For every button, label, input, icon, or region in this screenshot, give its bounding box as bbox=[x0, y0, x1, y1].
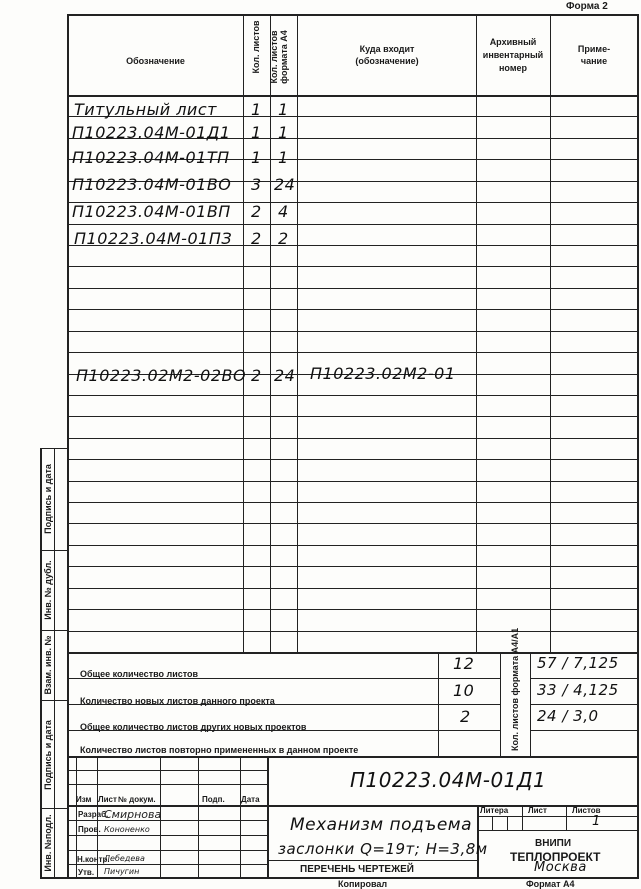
listov-label: Листов bbox=[572, 806, 601, 815]
totals-h6 bbox=[438, 730, 500, 731]
reused-label: Количество листов повторно примененных в данном проекте bbox=[80, 745, 359, 755]
row-1-designation: Титульный лист bbox=[74, 100, 217, 119]
row-separator bbox=[67, 566, 638, 567]
stamp-sign-date-2: Подпись и дата bbox=[43, 720, 53, 790]
row-1-a4: 1 bbox=[278, 100, 289, 119]
new-sheets-label: Количество новых листов данного проекта bbox=[80, 696, 275, 706]
header-where-1: Куда входит bbox=[359, 44, 415, 54]
col-line-4 bbox=[476, 14, 477, 652]
stamp-inv-dubl: Инв. № дубл. bbox=[43, 560, 53, 620]
doc-code: П10223.04М-01Д1 bbox=[350, 768, 547, 792]
stamp-sign-date: Подпись и дата bbox=[43, 464, 53, 534]
stamp-line-1 bbox=[40, 448, 68, 449]
row-3-designation: П10223.04М-01ТП bbox=[72, 148, 230, 167]
col-sign: Подп. bbox=[202, 795, 225, 804]
new-sheets-value: 10 bbox=[453, 681, 475, 700]
row-separator bbox=[67, 288, 638, 289]
frame-right bbox=[637, 14, 639, 878]
row-separator bbox=[67, 523, 638, 524]
stamp-vzam: Взам. инв. № bbox=[43, 635, 53, 695]
row-5-sheets: 2 bbox=[251, 202, 262, 221]
col-line-3 bbox=[297, 14, 298, 652]
tb-h8 bbox=[477, 816, 638, 817]
a4a1-value-3: 24 / 3,0 bbox=[537, 707, 599, 725]
total-sheets-value: 12 bbox=[453, 654, 475, 673]
row-separator bbox=[67, 266, 638, 267]
tb-h3 bbox=[67, 805, 638, 807]
org-line-2: ТЕПЛОПРОЕКТ bbox=[510, 850, 601, 864]
row-3-a4: 1 bbox=[278, 148, 289, 167]
org-line-1: ВНИПИ bbox=[535, 838, 572, 849]
row-4-sheets: 3 bbox=[251, 175, 262, 194]
row-5-designation: П10223.04М-01ВП bbox=[72, 202, 231, 221]
utv-label: Утв. bbox=[78, 868, 95, 877]
stamp-mid bbox=[54, 448, 55, 878]
row-7-a4: 24 bbox=[274, 366, 296, 385]
col-list: Лист bbox=[98, 795, 117, 804]
row-separator bbox=[67, 459, 638, 460]
row-separator bbox=[67, 395, 638, 396]
col-doc: № докум. bbox=[118, 795, 156, 804]
footer-copied: Копировал bbox=[338, 879, 388, 889]
header-where-2: (обозначение) bbox=[355, 56, 419, 66]
row-separator bbox=[67, 309, 638, 310]
totals-h5 bbox=[438, 704, 500, 705]
col-line-1 bbox=[243, 14, 244, 652]
row-5-a4: 4 bbox=[278, 202, 289, 221]
nkontr-name: Лебедева bbox=[104, 854, 145, 863]
header-note-2: чание bbox=[580, 56, 608, 66]
title-line-1: Механизм подъема bbox=[290, 815, 473, 835]
row-separator bbox=[67, 481, 638, 482]
row-6-a4: 2 bbox=[278, 229, 289, 248]
row-separator bbox=[67, 224, 638, 225]
row-6-designation: П10223.04М-01ПЗ bbox=[74, 229, 233, 248]
row-separator bbox=[67, 545, 638, 546]
a4a1-label: Кол. листов формата А4/А1 bbox=[510, 627, 520, 751]
header-archive-3: номер bbox=[499, 63, 527, 73]
utv-name: Пичугин bbox=[104, 867, 140, 876]
prov-name: Кононенко bbox=[104, 825, 150, 834]
header-bottom bbox=[67, 95, 638, 97]
tb-h10 bbox=[268, 860, 477, 861]
razrab-name: Смирнова bbox=[104, 808, 162, 821]
row-4-designation: П10223.04М-01ВО bbox=[72, 175, 232, 194]
row-2-a4: 1 bbox=[278, 123, 289, 142]
a4a1-value-2: 33 / 4,125 bbox=[537, 681, 619, 699]
row-separator bbox=[67, 331, 638, 332]
row-7-designation: П10223.02М2-02ВО bbox=[76, 366, 247, 385]
row-separator bbox=[67, 588, 638, 589]
row-6-sheets: 2 bbox=[251, 229, 262, 248]
totals-h4 bbox=[438, 678, 500, 679]
title-line-2: заслонки Q=19т; H=3,8м bbox=[278, 840, 488, 858]
litera-label: Литера bbox=[480, 806, 509, 815]
nkontr-label: Н.контр. bbox=[77, 855, 110, 864]
title-line-3: ПЕРЕЧЕНЬ ЧЕРТЕЖЕЙ bbox=[300, 864, 414, 875]
frame-top bbox=[67, 14, 638, 16]
stamp-inv-podl: Инв. №подл. bbox=[43, 814, 53, 872]
footer-format: Формат А4 bbox=[526, 879, 575, 889]
tb-v5 bbox=[240, 756, 241, 877]
header-archive-2: инвентарный bbox=[482, 50, 544, 60]
row-1-sheets: 1 bbox=[251, 100, 262, 119]
header-archive-1: Архивный bbox=[489, 37, 537, 47]
row-4-a4: 24 bbox=[274, 175, 296, 194]
tb-h9 bbox=[477, 830, 638, 831]
totals-h8 bbox=[530, 704, 638, 705]
tb-v4 bbox=[198, 756, 199, 877]
other-projects-label: Общее количество листов других новых проектов bbox=[80, 722, 307, 732]
row-7-sheets: 2 bbox=[251, 366, 262, 385]
tb-v6 bbox=[267, 756, 269, 877]
total-sheets-label: Общее количество листов bbox=[80, 669, 199, 679]
row-2-designation: П10223.04М-01Д1 bbox=[72, 123, 231, 142]
row-separator bbox=[67, 438, 638, 439]
razrab-label: Разраб. bbox=[78, 810, 109, 819]
col-line-2 bbox=[270, 14, 271, 652]
row-separator bbox=[67, 609, 638, 610]
totals-h9 bbox=[530, 730, 638, 731]
title-top bbox=[67, 756, 638, 758]
tb-v9 bbox=[566, 805, 567, 830]
header-sheets: Кол. листов bbox=[251, 20, 261, 74]
a4a1-value-1: 57 / 7,125 bbox=[537, 654, 619, 672]
tb-v8 bbox=[522, 805, 523, 830]
totals-v2 bbox=[500, 652, 501, 756]
tb-v11 bbox=[507, 816, 508, 830]
prov-label: Пров. bbox=[78, 825, 101, 834]
stamp-left bbox=[40, 448, 42, 878]
row-separator bbox=[67, 352, 638, 353]
tb-v10 bbox=[492, 816, 493, 830]
row-7-where: П10223.02М2-01 bbox=[310, 364, 456, 383]
col-line-5 bbox=[550, 14, 551, 652]
list-label: Лист bbox=[528, 806, 547, 815]
col-izm: Изм bbox=[76, 795, 92, 804]
col-date: Дата bbox=[241, 795, 260, 804]
row-separator bbox=[67, 631, 638, 632]
other-projects-value: 2 bbox=[460, 707, 471, 726]
row-3-sheets: 1 bbox=[251, 148, 262, 167]
listov-value: 1 bbox=[592, 814, 601, 829]
frame-left bbox=[67, 14, 69, 878]
row-separator bbox=[67, 416, 638, 417]
totals-h7 bbox=[530, 678, 638, 679]
row-2-sheets: 1 bbox=[251, 123, 262, 142]
header-a4: Кол. листов формата А4 bbox=[269, 30, 289, 84]
row-separator bbox=[67, 502, 638, 503]
header-designation: Обозначение bbox=[126, 56, 185, 66]
org-line-3: Москва bbox=[534, 860, 587, 875]
form-label: Форма 2 bbox=[566, 1, 608, 12]
header-note-1: Приме- bbox=[577, 44, 611, 54]
